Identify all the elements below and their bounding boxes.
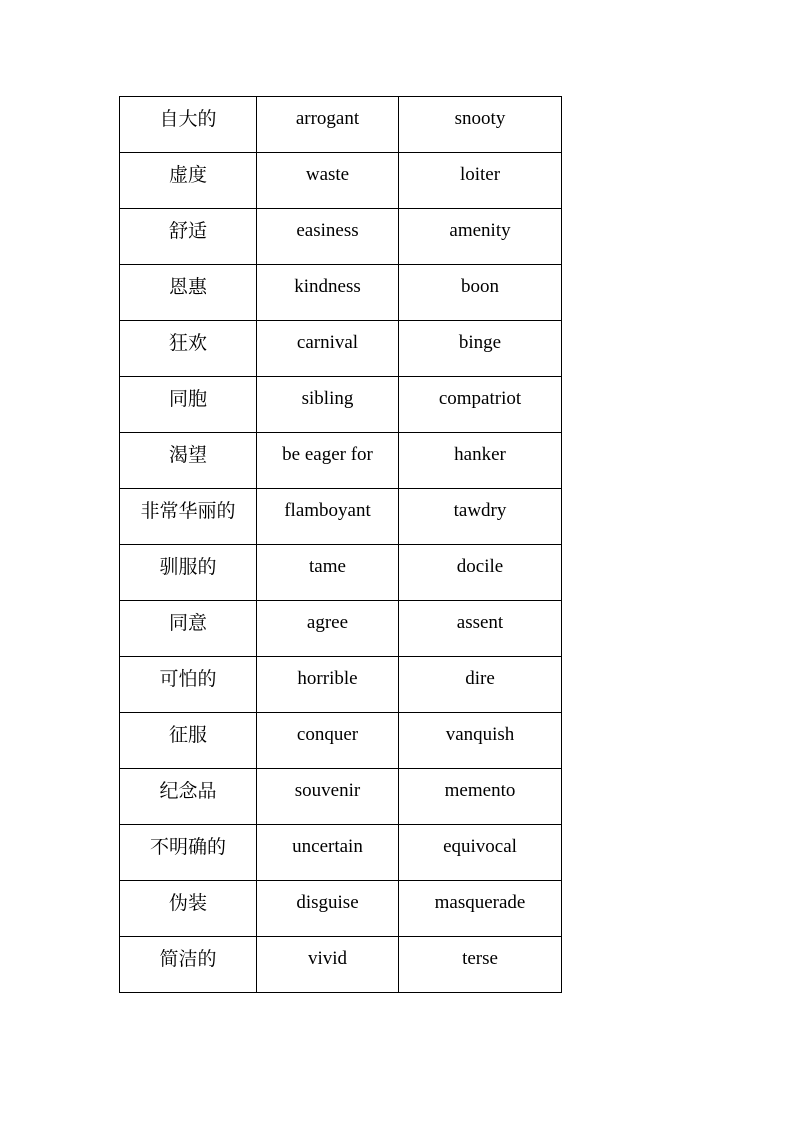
chinese-meaning-cell: 非常华丽的 xyxy=(120,489,257,545)
english-word-cell: be eager for xyxy=(257,433,399,489)
chinese-meaning-cell: 不明确的 xyxy=(120,825,257,881)
chinese-meaning-cell: 伪装 xyxy=(120,881,257,937)
table-row xyxy=(120,881,562,937)
table-row xyxy=(120,937,562,993)
chinese-meaning-cell: 狂欢 xyxy=(120,321,257,377)
english-word-cell: carnival xyxy=(257,321,399,377)
chinese-meaning-cell: 征服 xyxy=(120,713,257,769)
table-row xyxy=(120,601,562,657)
advanced-synonym-cell: loiter xyxy=(399,153,562,209)
english-word-cell: waste xyxy=(257,153,399,209)
advanced-synonym-cell: masquerade xyxy=(399,881,562,937)
chinese-meaning-cell: 恩惠 xyxy=(120,265,257,321)
english-word-cell: kindness xyxy=(257,265,399,321)
table-row xyxy=(120,489,562,545)
english-word-cell: horrible xyxy=(257,657,399,713)
advanced-synonym-cell: equivocal xyxy=(399,825,562,881)
english-word-cell: uncertain xyxy=(257,825,399,881)
english-word-cell: souvenir xyxy=(257,769,399,825)
chinese-meaning-cell: 可怕的 xyxy=(120,657,257,713)
table-row xyxy=(120,153,562,209)
advanced-synonym-cell: assent xyxy=(399,601,562,657)
chinese-meaning-cell: 虚度 xyxy=(120,153,257,209)
advanced-synonym-cell: tawdry xyxy=(399,489,562,545)
advanced-synonym-cell: memento xyxy=(399,769,562,825)
chinese-meaning-cell: 同胞 xyxy=(120,377,257,433)
advanced-synonym-cell: dire xyxy=(399,657,562,713)
english-word-cell: disguise xyxy=(257,881,399,937)
table-row xyxy=(120,97,562,153)
table-row xyxy=(120,265,562,321)
english-word-cell: arrogant xyxy=(257,97,399,153)
table-row xyxy=(120,321,562,377)
advanced-synonym-cell: vanquish xyxy=(399,713,562,769)
chinese-meaning-cell: 自大的 xyxy=(120,97,257,153)
advanced-synonym-cell: hanker xyxy=(399,433,562,489)
table-row xyxy=(120,209,562,265)
advanced-synonym-cell: docile xyxy=(399,545,562,601)
table-row xyxy=(120,657,562,713)
advanced-synonym-cell: terse xyxy=(399,937,562,993)
english-word-cell: vivid xyxy=(257,937,399,993)
table-row xyxy=(120,769,562,825)
chinese-meaning-cell: 驯服的 xyxy=(120,545,257,601)
table-row xyxy=(120,713,562,769)
vocabulary-table-body xyxy=(120,97,562,993)
table-row xyxy=(120,825,562,881)
advanced-synonym-cell: boon xyxy=(399,265,562,321)
vocabulary-table xyxy=(119,96,562,993)
advanced-synonym-cell: compatriot xyxy=(399,377,562,433)
advanced-synonym-cell: amenity xyxy=(399,209,562,265)
table-row xyxy=(120,545,562,601)
english-word-cell: agree xyxy=(257,601,399,657)
chinese-meaning-cell: 纪念品 xyxy=(120,769,257,825)
chinese-meaning-cell: 同意 xyxy=(120,601,257,657)
english-word-cell: conquer xyxy=(257,713,399,769)
table-row xyxy=(120,433,562,489)
table-row xyxy=(120,377,562,433)
advanced-synonym-cell: snooty xyxy=(399,97,562,153)
english-word-cell: flamboyant xyxy=(257,489,399,545)
chinese-meaning-cell: 简洁的 xyxy=(120,937,257,993)
chinese-meaning-cell: 舒适 xyxy=(120,209,257,265)
english-word-cell: easiness xyxy=(257,209,399,265)
advanced-synonym-cell: binge xyxy=(399,321,562,377)
english-word-cell: tame xyxy=(257,545,399,601)
chinese-meaning-cell: 渴望 xyxy=(120,433,257,489)
english-word-cell: sibling xyxy=(257,377,399,433)
